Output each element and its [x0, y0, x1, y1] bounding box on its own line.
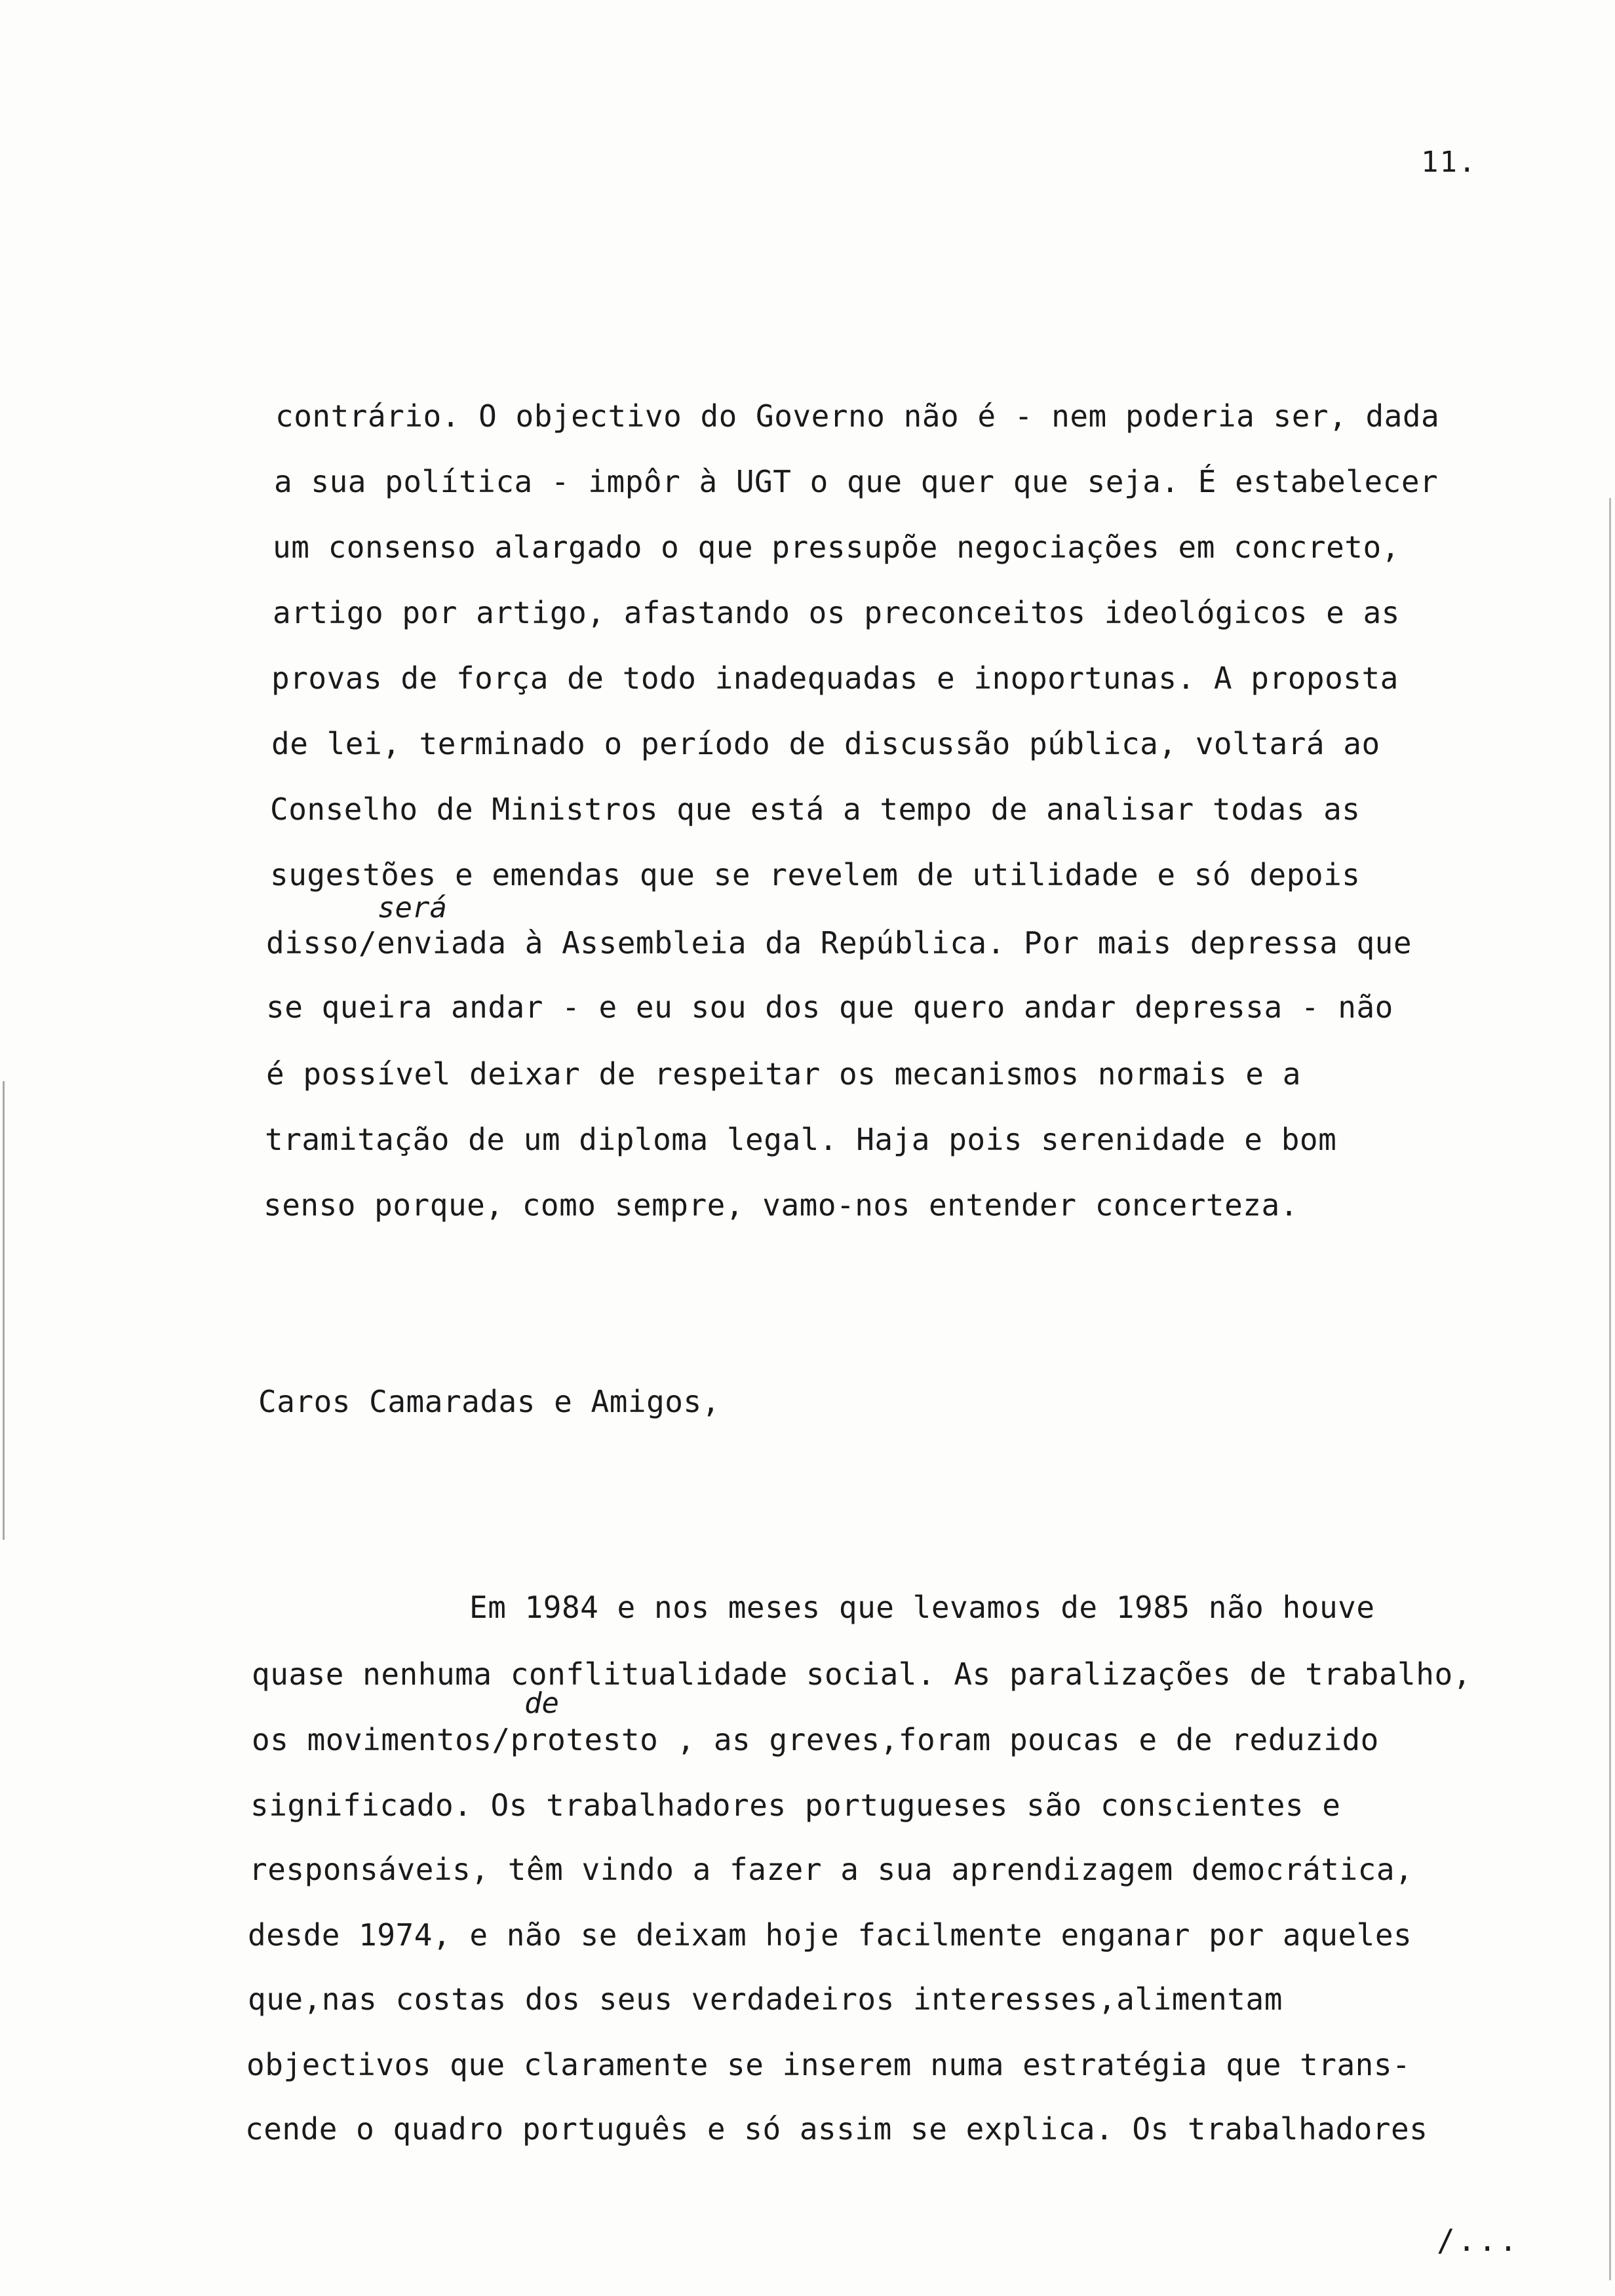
salutation: Caros Camaradas e Amigos, — [258, 1384, 720, 1419]
paragraph-line: contrário. O objectivo do Governo não é - nem poderia ser, dada — [275, 398, 1440, 434]
paragraph-line: que,nas costas dos seus verdadeiros interesses,alimentam — [248, 1981, 1283, 2017]
paragraph-line: Conselho de Ministros que está a tempo de analisar todas as — [270, 792, 1361, 827]
handwritten-insertion: será — [378, 891, 447, 925]
paragraph-line: os movimentos/protesto , as greves,foram poucas e de reduzido — [252, 1722, 1379, 1757]
paragraph-line: de lei, terminado o período de discussão pública, voltará ao — [271, 726, 1380, 761]
paragraph-line: tramitação de um diploma legal. Haja pois serenidade e bom — [265, 1122, 1337, 1157]
paragraph-line: é possível deixar de respeitar os mecanismos normais e a — [266, 1056, 1301, 1092]
paragraph-line: artigo por artigo, afastando os preconceitos ideológicos e as — [273, 595, 1400, 630]
scan-edge-right — [1609, 498, 1611, 2280]
paragraph-line: senso porque, como sempre, vamo-nos entender concerteza. — [263, 1187, 1298, 1223]
paragraph-line: objectivos que claramente se inserem numa estratégia que trans- — [246, 2047, 1411, 2082]
paragraph-line: responsáveis, têm vindo a fazer a sua aprendizagem democrática, — [249, 1852, 1414, 1887]
scan-edge-left — [3, 1081, 5, 1540]
continuation-mark: /... — [1437, 2223, 1520, 2258]
paragraph-line: provas de força de todo inadequadas e inoportunas. A proposta — [271, 660, 1399, 696]
handwritten-insertion: de — [524, 1687, 559, 1720]
paragraph-line: quase nenhuma conflitualidade social. As paralizações de trabalho, — [252, 1656, 1471, 1692]
paragraph-line: um consenso alargado o que pressupõe negociações em concreto, — [273, 529, 1400, 565]
page-number: 11. — [1421, 145, 1477, 179]
paragraph-line: sugestões e emendas que se revelem de utilidade e só depois — [270, 857, 1361, 892]
paragraph-line: a sua política - impôr à UGT o que quer que seja. É estabelecer — [274, 464, 1439, 499]
paragraph-line: desde 1974, e não se deixam hoje facilmente enganar por aqueles — [248, 1917, 1412, 1953]
paragraph-line: disso/enviada à Assembleia da República. Por mais depressa que — [266, 925, 1412, 961]
paragraph-line: se queira andar - e eu sou dos que quero andar depressa - não — [266, 989, 1393, 1025]
paragraph-line: significado. Os trabalhadores portugueses são conscientes e — [250, 1788, 1341, 1823]
paragraph-line: cende o quadro português e só assim se explica. Os trabalhadores — [245, 2111, 1428, 2147]
paragraph-line: Em 1984 e nos meses que levamos de 1985 não houve — [469, 1590, 1375, 1625]
